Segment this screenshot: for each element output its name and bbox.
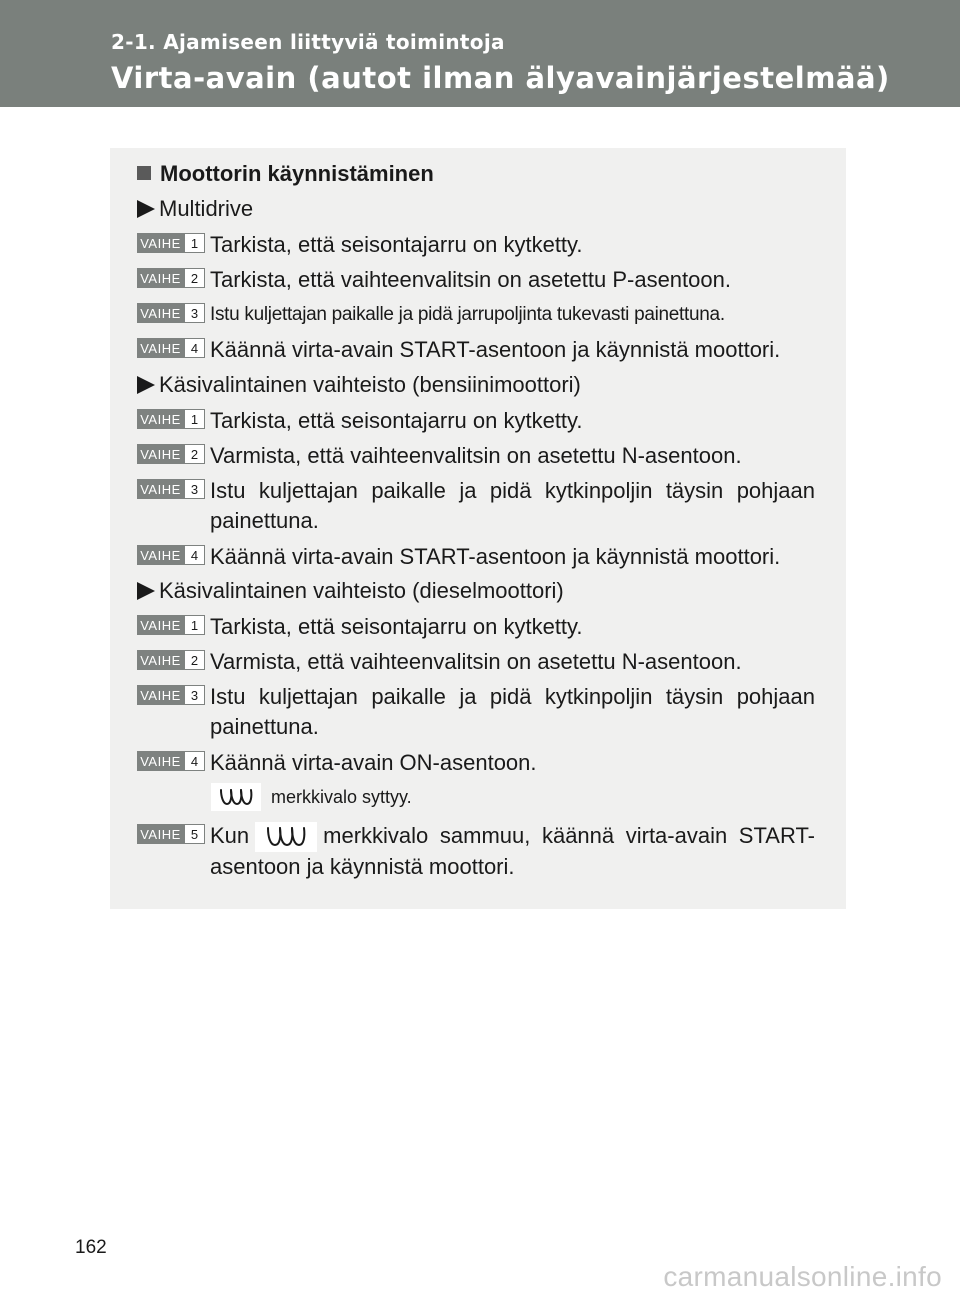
step-badge-number: 4 [184,751,205,771]
section-label: 2-1. Ajamiseen liittyviä toimintoja [111,30,505,54]
step-badge-label: VAIHE [137,650,184,670]
triangle-bullet-icon [137,200,155,218]
group-label-text: Käsivalintainen vaihteisto (dieselmoottori) [159,578,564,603]
group-label-text: Multidrive [159,196,254,221]
box-heading-text: Moottorin käynnistäminen [160,161,434,186]
step-badge-number: 2 [184,650,205,670]
step-badge-label: VAIHE [137,233,184,253]
triangle-bullet-icon [137,376,155,394]
step-row [137,230,815,260]
step-row [137,441,815,471]
step-badge [137,409,205,429]
watermark: carmanualsonline.info [663,1261,942,1292]
step-row [137,265,815,295]
step-badge-number: 5 [184,824,205,844]
group-label-text: Käsivalintainen vaihteisto (bensiinimoottori) [159,372,581,397]
step-badge [137,479,205,499]
step-text: Käännä virta-avain START-asentoon ja käynnistä moottori. [210,337,781,362]
step-badge-label: VAIHE [137,824,184,844]
step-badge-number: 3 [184,479,205,499]
step-text: Tarkista, että seisontajarru on kytketty. [210,232,583,257]
indicator-note-text: merkkivalo syttyy. [271,786,412,807]
step-row [137,748,815,778]
step-badge-number: 2 [184,444,205,464]
step-badge-number: 1 [184,409,205,429]
header-bar [0,0,960,107]
step-badge [137,615,205,635]
step-badge [137,545,205,565]
step-badge [137,268,205,288]
step-row [137,300,815,330]
step-badge-label: VAIHE [137,685,184,705]
step-badge [137,824,205,844]
step-badge-label: VAIHE [137,751,184,771]
step-text: Varmista, että vaihteenvalitsin on asetettu N-asentoon. [210,649,742,674]
step-badge [137,233,205,253]
step-row [137,476,815,536]
glow-plug-indicator-icon [255,822,317,852]
step-text: Istu kuljettajan paikalle ja pidä jarrupoljinta tukevasti painettuna. [210,304,725,325]
step-badge-number: 3 [184,685,205,705]
step-text: Varmista, että vaihteenvalitsin on asetettu N-asentoon. [210,443,742,468]
group-label-petrol [137,372,581,398]
step-badge-label: VAIHE [137,444,184,464]
step-text: Tarkista, että seisontajarru on kytketty. [210,614,583,639]
step-badge [137,444,205,464]
step-row [137,406,815,436]
page-number: 162 [75,1237,107,1258]
step-badge-number: 1 [184,615,205,635]
step-text: Istu kuljettajan paikalle ja pidä kytkinpoljin täysin pohjaan painettuna. [210,478,815,533]
step-row [137,682,815,742]
step-badge-label: VAIHE [137,409,184,429]
step-text-after: merkkivalo sammuu, käännä virta-avain START-asentoon ja käynnistä moottori. [210,823,815,880]
page-title: Virta-avain (autot ilman älyavainjärjestelmää) [111,61,890,95]
step-text: Käännä virta-avain ON-asentoon. [210,750,537,775]
step-badge-label: VAIHE [137,303,184,323]
step-badge [137,303,205,323]
step-row [137,612,815,642]
step-row [137,647,815,677]
step-badge-label: VAIHE [137,268,184,288]
step-badge-number: 4 [184,338,205,358]
step-badge-label: VAIHE [137,338,184,358]
step-text: Käännä virta-avain START-asentoon ja käynnistä moottori. [210,544,781,569]
step-text: Tarkista, että vaihteenvalitsin on asetettu P-asentoon. [210,267,731,292]
step-badge-number: 3 [184,303,205,323]
square-bullet-icon [137,166,151,180]
glow-plug-indicator-icon [211,783,261,811]
step-badge-label: VAIHE [137,545,184,565]
step-text: Tarkista, että seisontajarru on kytketty. [210,408,583,433]
step-badge-label: VAIHE [137,479,184,499]
step-row [137,542,815,572]
step-badge [137,650,205,670]
group-label-diesel [137,578,564,604]
step-row [137,335,815,365]
step-badge-number: 4 [184,545,205,565]
box-heading [137,161,434,187]
step-text-before: Kun [210,823,250,848]
step-row [137,821,815,882]
step-badge-number: 1 [184,233,205,253]
step-text [210,821,815,882]
step-badge [137,338,205,358]
step-badge-label: VAIHE [137,615,184,635]
indicator-note [211,783,412,811]
step-text: Istu kuljettajan paikalle ja pidä kytkinpoljin täysin pohjaan painettuna. [210,684,815,739]
step-badge [137,685,205,705]
triangle-bullet-icon [137,582,155,600]
group-label-multidrive [137,196,253,222]
step-badge-number: 2 [184,268,205,288]
step-badge [137,751,205,771]
